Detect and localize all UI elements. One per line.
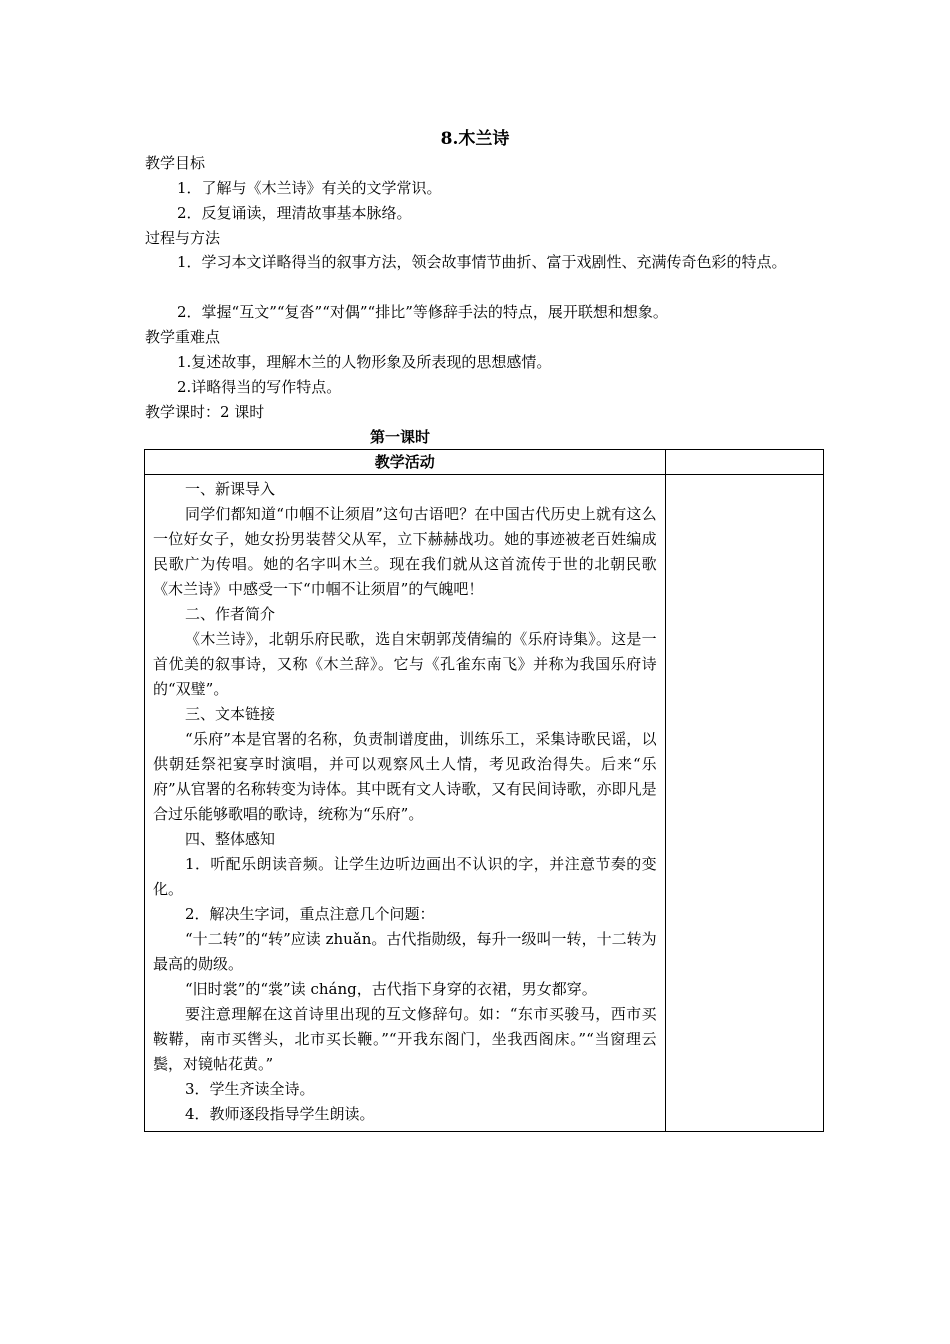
notes-cell: [665, 475, 823, 1132]
table-paragraph: 3．学生齐读全诗。: [185, 1080, 315, 1098]
process-heading: 过程与方法: [145, 229, 221, 247]
table-header-activity: 教学活动: [145, 450, 666, 475]
table-header-notes: [665, 450, 823, 475]
class-hours: 教学课时：2 课时: [145, 403, 265, 421]
lesson-title: 第一课时: [370, 428, 431, 446]
table-paragraph: 一、新课导入: [185, 480, 276, 498]
table-paragraph: 二、作者简介: [185, 605, 276, 623]
process-item: 1．学习本文详略得当的叙事方法，领会故事情节曲折、富于戏剧性、充满传奇色彩的特点。: [177, 253, 787, 271]
table-header-row: [145, 450, 824, 475]
objective-item: 2．反复诵读，理清故事基本脉络。: [177, 204, 412, 222]
table-paragraph: 要注意理解在这首诗里出现的互文修辞句。如：“东市买骏马，西市买鞍鞯，南市买辔头，北市买长鞭。”“开我东阁门，坐我西阁床。”“当窗理云鬓，对镜帖花黄。”: [153, 1005, 657, 1073]
table-paragraph: “十二转”的“转”应读 zhuǎn。古代指勋级，每升一级叫一转，十二转为最高的勋级。: [153, 930, 657, 973]
table-paragraph: “乐府”本是官署的名称，负责制谱度曲，训练乐工，采集诗歌民谣，以供朝廷祭祀宴享时演唱，并可以观察风土人情，考见政治得失。后来“乐府”从官署的名称转变为诗体。其中既有文人诗歌，又有民间诗歌，亦即凡是合过乐能够歌唱的歌诗，统称为“乐府”。: [153, 730, 657, 823]
difficulty-item: 2.详略得当的写作特点。: [177, 378, 342, 396]
table-paragraph: 四、整体感知: [185, 830, 276, 848]
table-paragraph: 2．解决生字词，重点注意几个问题：: [185, 905, 435, 923]
table-paragraph: 《木兰诗》，北朝乐府民歌，选自宋朝郭茂倩编的《乐府诗集》。这是一首优美的叙事诗，又称《木兰辞》。它与《孔雀东南飞》并称为我国乐府诗的“双璧”。: [153, 630, 657, 698]
activity-content-cell: [145, 475, 666, 1132]
difficulties-heading: 教学重难点: [145, 328, 221, 346]
table-paragraph: 三、文本链接: [185, 705, 276, 723]
table-paragraph: “旧时裳”的“裳”读 cháng，古代指下身穿的衣裙，男女都穿。: [185, 980, 597, 998]
process-item: 2．掌握“互文”“复沓”“对偶”“排比”等修辞手法的特点，展开联想和想象。: [177, 303, 668, 321]
objective-item: 1．了解与《木兰诗》有关的文学常识。: [177, 179, 442, 197]
table-paragraph: 同学们都知道“巾帼不让须眉”这句古语吧？在中国古代历史上就有这么一位好女子，她女扮男装替父从军，立下赫赫战功。她的事迹被老百姓编成民歌广为传唱。她的名字叫木兰。现在我们就从这首流传于世的北朝民歌《木兰诗》中感受一下“巾帼不让须眉”的气魄吧！: [153, 505, 657, 598]
document-title: 8.木兰诗: [440, 129, 510, 149]
table-paragraph: 4．教师逐段指导学生朗读。: [185, 1105, 375, 1123]
teaching-activity-table: [144, 449, 824, 1132]
objectives-heading: 教学目标: [145, 154, 206, 172]
table-body-row: [145, 475, 824, 1132]
table-paragraph: 1．听配乐朗读音频。让学生边听边画出不认识的字，并注意节奏的变化。: [153, 855, 657, 898]
difficulty-item: 1.复述故事，理解木兰的人物形象及所表现的思想感情。: [177, 353, 552, 371]
